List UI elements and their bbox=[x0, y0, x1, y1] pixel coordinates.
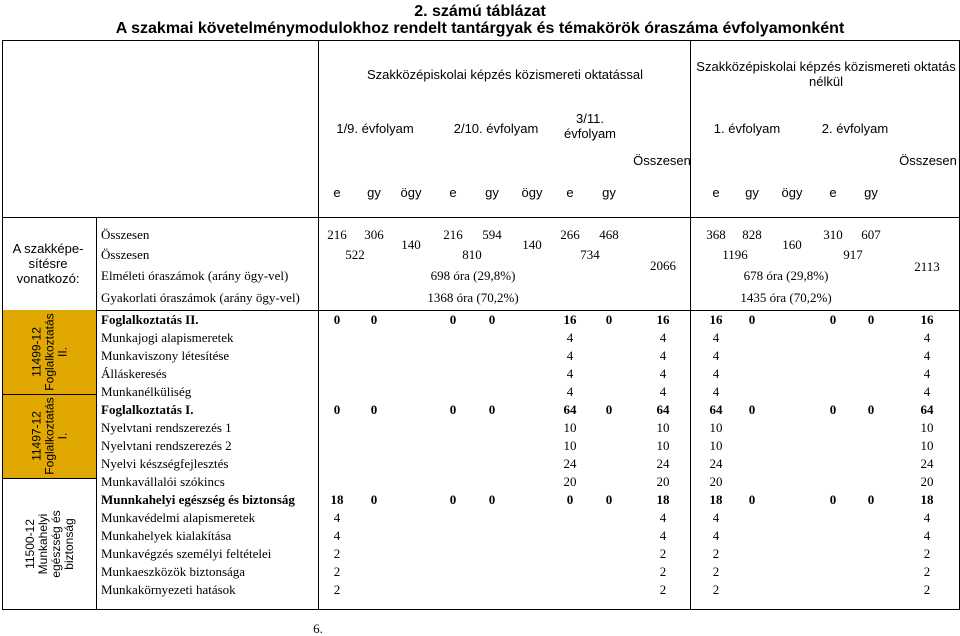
sum-y9-gy: 306 bbox=[364, 227, 384, 242]
row-cell: 4 bbox=[712, 330, 720, 345]
basis-label-3: vonatkozó: bbox=[16, 271, 80, 286]
module-label-11497: 11497-12 Foglalkoztatás I. bbox=[29, 397, 70, 475]
row-cell: 4 bbox=[923, 510, 931, 525]
row-cell: 0 bbox=[449, 312, 457, 327]
row-cell: 0 bbox=[449, 492, 457, 507]
row-cell: 4 bbox=[659, 384, 667, 399]
row-cell: 16 bbox=[656, 312, 670, 327]
row-cell: 4 bbox=[333, 528, 341, 543]
row-cell: 24 bbox=[656, 456, 670, 471]
header-b-year-1: 1. évfolyam bbox=[713, 121, 781, 136]
row-cell: 0 bbox=[605, 312, 613, 327]
header-with-general-education: Szakközépiskolai képzés közismereti oktatással bbox=[366, 67, 644, 82]
sum-y11-total: 734 bbox=[580, 247, 600, 262]
row-cell: 0 bbox=[867, 312, 875, 327]
subheader-10: ögy bbox=[781, 185, 803, 200]
sum-b2-gy: 607 bbox=[861, 227, 881, 242]
subheader-9: gy bbox=[745, 185, 759, 200]
subheader-7: gy bbox=[602, 185, 616, 200]
row-cell: 0 bbox=[333, 402, 341, 417]
row-label: Munkavállalói szókincs bbox=[101, 474, 225, 489]
row-cell: 4 bbox=[923, 348, 931, 363]
row-cell: 0 bbox=[566, 492, 574, 507]
row-label: Foglalkoztatás I. bbox=[101, 402, 194, 417]
row-cell: 2 bbox=[923, 582, 931, 597]
row-cell: 10 bbox=[709, 438, 723, 453]
row-label: Munkakörnyezeti hatások bbox=[101, 582, 236, 597]
row-cell: 4 bbox=[566, 366, 574, 381]
row-cell: 4 bbox=[923, 384, 931, 399]
row-label: Foglalkoztatás II. bbox=[101, 312, 199, 327]
row-cell: 20 bbox=[920, 474, 934, 489]
row-cell: 0 bbox=[333, 312, 341, 327]
row-cell: 0 bbox=[488, 492, 496, 507]
row-cell: 4 bbox=[659, 366, 667, 381]
module-label-11499: 11499-12 Foglalkoztatás II. bbox=[29, 313, 70, 391]
row-cell: 2 bbox=[659, 564, 667, 579]
row-label: Munkahelyek kialakítása bbox=[101, 528, 232, 543]
row-cell: 2 bbox=[712, 546, 720, 561]
summary-row-label-2: Összesen bbox=[101, 247, 150, 262]
row-cell: 2 bbox=[659, 582, 667, 597]
row-cell: 4 bbox=[923, 366, 931, 381]
row-label: Munkavégzés személyi feltételei bbox=[101, 546, 272, 561]
sum-y11-gy: 468 bbox=[599, 227, 619, 242]
row-cell: 0 bbox=[829, 492, 837, 507]
row-cell: 0 bbox=[748, 402, 756, 417]
subheader-1: gy bbox=[367, 185, 381, 200]
row-cell: 0 bbox=[605, 402, 613, 417]
row-cell: 0 bbox=[488, 402, 496, 417]
subheader-5: ögy bbox=[521, 185, 543, 200]
header-year-10: 2/10. évfolyam bbox=[453, 121, 539, 136]
row-cell: 2 bbox=[659, 546, 667, 561]
basis-label-2: sítésre bbox=[28, 256, 68, 271]
row-cell: 0 bbox=[370, 312, 378, 327]
sum-y10-total: 810 bbox=[462, 247, 482, 262]
page-number: 6. bbox=[313, 621, 323, 636]
row-cell: 10 bbox=[656, 420, 670, 435]
table-caption-number: 2. számú táblázat bbox=[414, 3, 546, 20]
sum-osszesen-2: 2113 bbox=[914, 259, 940, 274]
sum-b1-e: 368 bbox=[706, 227, 726, 242]
row-cell: 2 bbox=[712, 582, 720, 597]
row-cell: 24 bbox=[709, 456, 723, 471]
sum-b2-total: 917 bbox=[843, 247, 863, 262]
sum-y9-total: 522 bbox=[345, 247, 365, 262]
row-cell: 18 bbox=[709, 492, 723, 507]
header-without-general-education-2: nélkül bbox=[809, 74, 843, 89]
row-cell: 2 bbox=[923, 564, 931, 579]
row-cell: 64 bbox=[563, 402, 577, 417]
sum-osszesen: 2066 bbox=[650, 258, 676, 273]
row-cell: 4 bbox=[659, 528, 667, 543]
practice-hours-b: 1435 óra (70,2%) bbox=[740, 290, 832, 305]
row-cell: 4 bbox=[712, 510, 720, 525]
row-label: Munkanélküliség bbox=[101, 384, 192, 399]
summary-row-label-1: Összesen bbox=[101, 227, 150, 242]
row-cell: 0 bbox=[449, 402, 457, 417]
row-cell: 64 bbox=[656, 402, 670, 417]
header-year-9: 1/9. évfolyam bbox=[336, 121, 414, 136]
row-cell: 0 bbox=[370, 492, 378, 507]
row-label: Munkaeszközök biztonsága bbox=[101, 564, 246, 579]
sum-b1-ogy: 160 bbox=[782, 237, 802, 252]
sum-y9-e: 216 bbox=[327, 227, 347, 242]
row-cell: 4 bbox=[923, 330, 931, 345]
row-label: Munkaviszony létesítése bbox=[101, 348, 230, 363]
header-year-11b: évfolyam bbox=[563, 126, 617, 141]
row-cell: 2 bbox=[333, 546, 341, 561]
sum-b1-gy: 828 bbox=[742, 227, 762, 242]
row-cell: 10 bbox=[563, 420, 577, 435]
row-cell: 20 bbox=[709, 474, 723, 489]
header-osszesen-2: Összesen bbox=[899, 153, 957, 168]
subheader-4: gy bbox=[485, 185, 499, 200]
header-osszesen: Összesen bbox=[633, 153, 691, 168]
row-cell: 0 bbox=[748, 312, 756, 327]
row-cell: 0 bbox=[829, 312, 837, 327]
row-cell: 10 bbox=[563, 438, 577, 453]
row-cell: 10 bbox=[709, 420, 723, 435]
subheader-3: e bbox=[449, 185, 457, 200]
row-cell: 10 bbox=[920, 420, 934, 435]
basis-label-1: A szakképe- bbox=[12, 241, 84, 256]
sum-b1-total: 1196 bbox=[722, 247, 748, 262]
row-cell: 4 bbox=[333, 510, 341, 525]
row-label: Nyelvtani rendszerezés 1 bbox=[101, 420, 232, 435]
sum-y10-ogy: 140 bbox=[522, 237, 542, 252]
sum-y10-gy: 594 bbox=[482, 227, 502, 242]
row-cell: 16 bbox=[563, 312, 577, 327]
subheader-0: e bbox=[333, 185, 341, 200]
header-without-general-education-1: Szakközépiskolai képzés közismereti oktatás bbox=[696, 59, 956, 74]
subheader-6: e bbox=[566, 185, 574, 200]
row-cell: 2 bbox=[923, 546, 931, 561]
row-cell: 4 bbox=[566, 330, 574, 345]
subheader-2: ögy bbox=[400, 185, 422, 200]
row-cell: 0 bbox=[867, 492, 875, 507]
row-cell: 4 bbox=[712, 348, 720, 363]
subheader-8: e bbox=[712, 185, 720, 200]
row-cell: 4 bbox=[659, 510, 667, 525]
sum-y11-e: 266 bbox=[560, 227, 580, 242]
theory-hours-a: 698 óra (29,8%) bbox=[430, 268, 516, 283]
row-cell: 4 bbox=[566, 384, 574, 399]
row-cell: 2 bbox=[333, 582, 341, 597]
sum-y9-ogy: 140 bbox=[401, 237, 421, 252]
row-cell: 2 bbox=[333, 564, 341, 579]
row-cell: 10 bbox=[920, 438, 934, 453]
row-cell: 0 bbox=[370, 402, 378, 417]
row-cell: 4 bbox=[566, 348, 574, 363]
row-cell: 10 bbox=[656, 438, 670, 453]
row-cell: 18 bbox=[330, 492, 344, 507]
subheader-11: e bbox=[829, 185, 837, 200]
row-cell: 64 bbox=[920, 402, 934, 417]
row-cell: 24 bbox=[563, 456, 577, 471]
row-label: Álláskeresés bbox=[101, 366, 167, 381]
row-cell: 4 bbox=[923, 528, 931, 543]
sum-y10-e: 216 bbox=[443, 227, 463, 242]
row-cell: 2 bbox=[712, 564, 720, 579]
summary-row-label-4: Gyakorlati óraszámok (arány ögy-vel) bbox=[101, 290, 300, 305]
row-cell: 16 bbox=[920, 312, 934, 327]
row-label: Nyelvtani rendszerezés 2 bbox=[101, 438, 232, 453]
row-cell: 4 bbox=[712, 528, 720, 543]
header-b-year-2: 2. évfolyam bbox=[821, 121, 889, 136]
row-cell: 64 bbox=[709, 402, 723, 417]
table-caption-title: A szakmai követelménymodulokhoz rendelt tantárgyak és témakörök óraszáma évfolyamonként bbox=[115, 20, 845, 37]
theory-hours-b: 678 óra (29,8%) bbox=[743, 268, 829, 283]
row-cell: 24 bbox=[920, 456, 934, 471]
row-cell: 20 bbox=[563, 474, 577, 489]
row-cell: 18 bbox=[920, 492, 934, 507]
row-cell: 4 bbox=[712, 366, 720, 381]
row-cell: 0 bbox=[605, 492, 613, 507]
row-cell: 0 bbox=[488, 312, 496, 327]
row-cell: 20 bbox=[656, 474, 670, 489]
row-cell: 4 bbox=[659, 330, 667, 345]
row-cell: 0 bbox=[829, 402, 837, 417]
row-cell: 4 bbox=[659, 348, 667, 363]
row-label: Munnkahelyi egészség és biztonság bbox=[101, 492, 295, 507]
row-cell: 0 bbox=[748, 492, 756, 507]
row-cell: 4 bbox=[712, 384, 720, 399]
row-label: Nyelvi készségfejlesztés bbox=[101, 456, 229, 471]
row-cell: 18 bbox=[656, 492, 670, 507]
summary-row-label-3: Elméleti óraszámok (arány ögy-vel) bbox=[101, 268, 289, 283]
header-year-11a: 3/11. bbox=[576, 111, 604, 126]
module-label-11500: 11500-12 Munkahelyi egészség és biztonság bbox=[23, 510, 76, 578]
row-cell: 0 bbox=[867, 402, 875, 417]
row-label: Munkavédelmi alapismeretek bbox=[101, 510, 256, 525]
row-label: Munkajogi alapismeretek bbox=[101, 330, 234, 345]
row-cell: 16 bbox=[709, 312, 723, 327]
practice-hours-a: 1368 óra (70,2%) bbox=[427, 290, 519, 305]
subheader-12: gy bbox=[864, 185, 878, 200]
sum-b2-e: 310 bbox=[823, 227, 843, 242]
